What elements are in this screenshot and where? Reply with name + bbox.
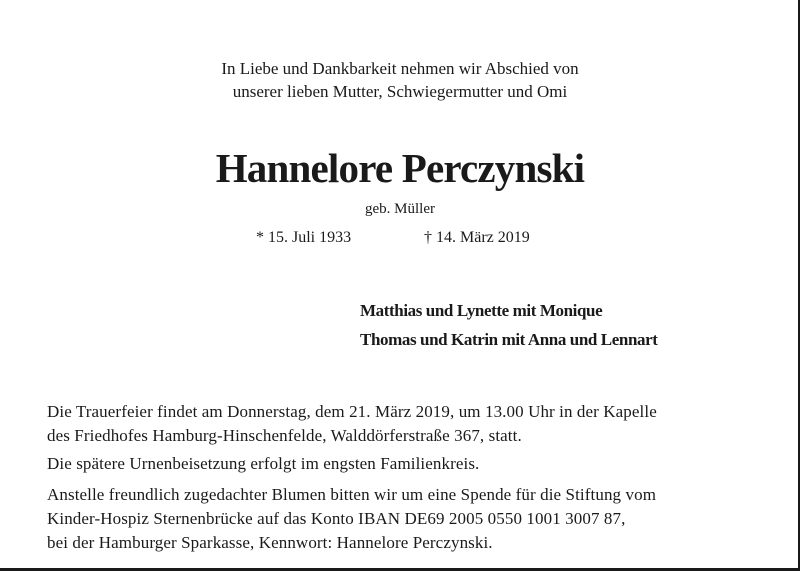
intro-line-1: In Liebe und Dankbarkeit nehmen wir Abschied von [221,59,579,78]
donation-line-3: bei der Hamburger Sparkasse, Kennwort: Hannelore Perczynski. [47,533,493,552]
death-date: † 14. März 2019 [424,229,530,246]
intro-line-2: unserer lieben Mutter, Schwiegermutter und Omi [232,82,568,101]
funeral-line-2: des Friedhofes Hamburg-Hinschenfelde, Walddörferstraße 367, statt. [47,426,522,445]
burial-line: Die spätere Urnenbeisetzung erfolgt im engsten Familienkreis. [47,454,480,473]
maiden-name: geb. Müller [365,201,435,217]
survivor-line: Matthias und Lynette mit Monique [360,301,603,320]
funeral-line-1: Die Trauerfeier findet am Donnerstag, dem 21. März 2019, um 13.00 Uhr in der Kapelle [47,402,657,421]
donation-line-2: Kinder-Hospiz Sternenbrücke auf das Konto IBAN DE69 2005 0550 1001 3007 87, [47,509,626,528]
deceased-name: Hannelore Perczynski [215,145,585,191]
funeral-details [47,400,657,448]
burial-details [47,452,479,476]
intro-text [0,57,800,103]
donation-details [47,483,656,555]
donation-line-1: Anstelle freundlich zugedachter Blumen bitten wir um eine Spende für die Stiftung vom [47,485,657,504]
survivors-list [360,296,658,354]
survivor-line: Thomas und Katrin mit Anna und Lennart [360,330,658,349]
birth-date: * 15. Juli 1933 [256,229,352,246]
